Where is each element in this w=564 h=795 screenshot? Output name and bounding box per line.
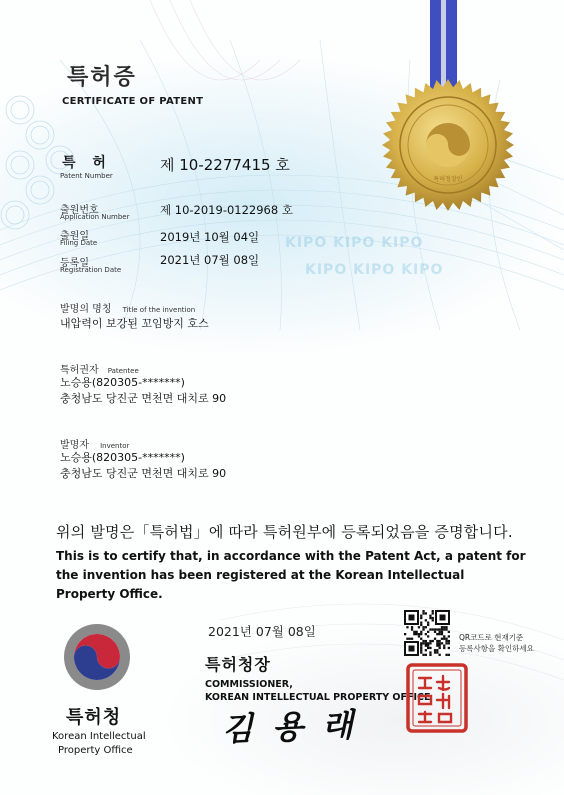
kipo-logo-icon xyxy=(62,622,132,692)
qr-caption-line2: 등록사항을 확인하세요 xyxy=(459,644,534,653)
invention-title: 내압력이 보강된 꼬임방지 호스 xyxy=(60,317,209,330)
statement-english: This is to certify that, in accordance with the Patent Act, a patent for the invention has been registered at the Korean Intellectual Property Office. xyxy=(56,549,526,601)
qr-code-icon[interactable] xyxy=(404,610,450,656)
registration-date-value: 2021년 07월 08일 xyxy=(160,253,260,267)
inventor-address: 충청남도 당진군 면천면 대치로 90 xyxy=(60,467,227,480)
qr-caption-line1: QR코드로 현재기준 xyxy=(459,633,524,642)
application-number-label-en: Application Number xyxy=(60,213,130,221)
inventor-label-en: Inventor xyxy=(100,442,130,450)
inventor-label: 발명자 xyxy=(60,440,89,451)
filing-date-label: 출원일 xyxy=(60,231,89,242)
commissioner-title-en-1: COMMISSIONER, xyxy=(205,679,293,690)
official-stamp-icon xyxy=(405,662,469,734)
certificate-subtitle: CERTIFICATE OF PATENT xyxy=(62,96,204,107)
registration-date-label-en: Registration Date xyxy=(60,266,122,274)
invention-label: 발명의 명칭 xyxy=(60,304,112,315)
registration-date-label: 등록일 xyxy=(60,258,89,269)
patent-number-value: 제 10-2277415 호 xyxy=(160,156,290,174)
commissioner-title: 특허청장 xyxy=(205,655,271,674)
invention-label-en: Title of the invention xyxy=(122,306,196,314)
gold-seal-icon xyxy=(378,75,518,215)
patent-number-label: 특 허 xyxy=(62,155,112,171)
kipo-watermark-2: KIPO KIPO KIPO xyxy=(305,262,444,278)
kipo-watermark-1: KIPO KIPO KIPO xyxy=(285,235,424,251)
patentee-label-en: Patentee xyxy=(107,367,139,375)
inventor-name: 노승용(820305-*******) xyxy=(60,451,185,464)
patentee-address: 충청남도 당진군 면천면 대치로 90 xyxy=(60,392,227,405)
patentee-name: 노승용(820305-*******) xyxy=(60,376,185,389)
kipo-logo-en-2: Property Office xyxy=(58,745,133,756)
filing-date-value: 2019년 10월 04일 xyxy=(160,230,260,244)
application-number-value: 제 10-2019-0122968 호 xyxy=(160,203,293,217)
issue-date: 2021년 07월 08일 xyxy=(208,624,316,639)
patentee-label: 특허권자 xyxy=(60,365,99,376)
commissioner-title-en-2: KOREAN INTELLECTUAL PROPERTY OFFICE xyxy=(205,692,431,703)
application-number-label: 출원번호 xyxy=(60,205,99,216)
qr-caption xyxy=(459,632,534,654)
kipo-logo-en-1: Korean Intellectual xyxy=(52,731,146,742)
kipo-logo-name: 특허청 xyxy=(66,707,122,728)
patent-number-label-en: Patent Number xyxy=(60,172,113,180)
commissioner-signature: 김 용 래 xyxy=(221,705,358,749)
invention-label-row xyxy=(60,297,195,316)
seal-text: 특허청장인 xyxy=(433,176,463,183)
certificate-title: 특허증 xyxy=(67,65,137,90)
statement-korean: 위의 발명은「특허법」에 따라 특허원부에 등록되었음을 증명합니다. xyxy=(56,523,513,541)
filing-date-label-en: Filing Date xyxy=(60,239,98,247)
